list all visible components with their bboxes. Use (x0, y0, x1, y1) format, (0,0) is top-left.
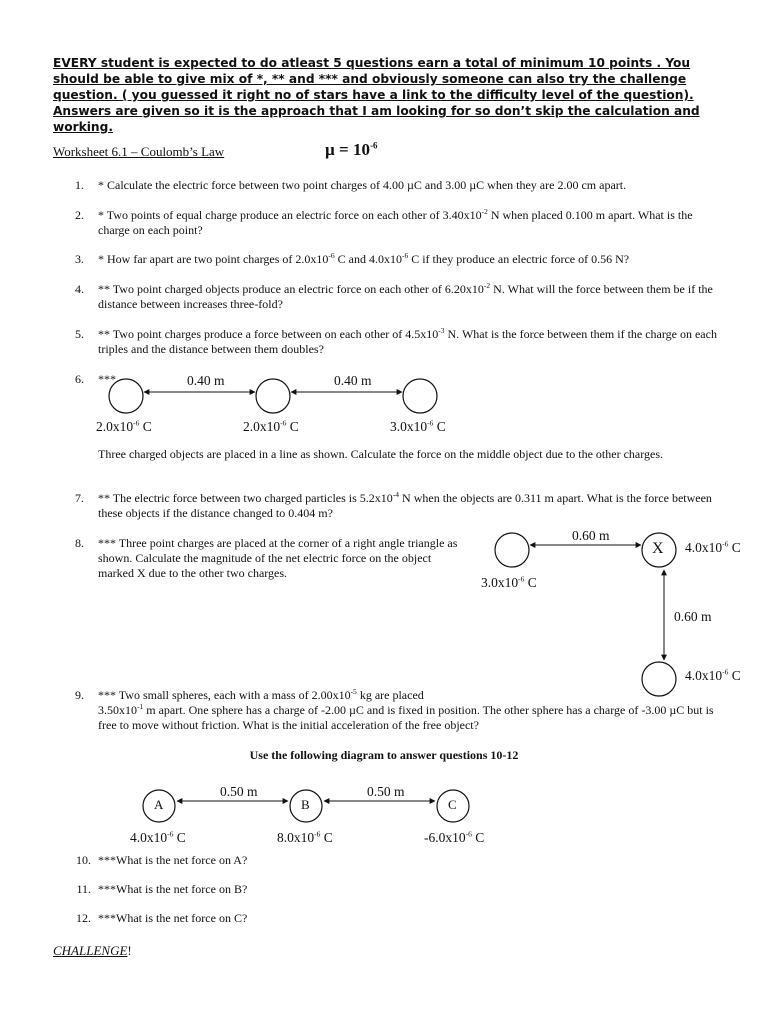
diagram-instruction: Use the following diagram to answer questions 10-12 (249, 748, 519, 762)
question-number: 9. (75, 688, 84, 702)
question-number: 5. (75, 327, 84, 341)
intro-instructions: EVERY student is expected to do atleast 5 questions earn a total of minimum 10 points . You should be able to give mix of *, ** and *** and obviously someone can also try the challenge question. ( you guessed it right no of stars have a link to the difficulty level of the question). Answers are given so it is the approach that I am looking for so don’t skip the calculation and working. (53, 56, 700, 134)
distance-label: 0.50 m (367, 784, 405, 799)
question-number: 11. (76, 882, 91, 896)
charge-label: $3.0x10^{-6}$ C (390, 418, 446, 434)
distance-label: 0.40 m (334, 373, 372, 388)
charge-label: $4.0x10^{-6}$ C (130, 829, 186, 845)
question-number: 1. (75, 178, 84, 192)
question-text: * Calculate the electric force between two point charges of 4.00 µC and 3.00 µC when they are 2.00 cm apart. (98, 178, 627, 192)
distance-label: 0.50 m (220, 784, 258, 799)
distance-label: 0.60 m (572, 528, 610, 543)
charge-circle (642, 662, 676, 696)
charge-label: $4.0x10^{-6}$ C (685, 667, 741, 683)
charge-label: $8.0x10^{-6}$ C (277, 829, 333, 845)
charge-circle (256, 379, 290, 413)
charge-name-b: B (301, 797, 310, 812)
question-text: ** The electric force between two charged particles is $5.2x10^{-4}$ N when the objects are 0.311 m apart. What is the force between these objects if the distance changed to 0.404 m? (98, 490, 712, 520)
question-number: 8. (75, 536, 84, 550)
charge-label: $3.0x10^{-6}$ C (481, 574, 537, 590)
question-number: 10. (76, 853, 91, 867)
worksheet-title: Worksheet 6.1 – Coulomb’s Law (53, 144, 225, 159)
distance-label: 0.40 m (187, 373, 225, 388)
charge-label: $2.0x10^{-6}$ C (96, 418, 152, 434)
question-number: 7. (75, 491, 84, 505)
charge-name-a: A (154, 797, 164, 812)
question-text: ** Two point charges produce a force between on each other of $4.5x10^{-3}$ N. What is the force between them if the charge on each triples and the distance between them doubles? (98, 326, 717, 356)
question-text: ***What is the net force on A? (98, 853, 248, 867)
charge-name-c: C (448, 797, 457, 812)
challenge-heading: CHALLENGE! (53, 943, 132, 958)
charge-x-label: X (652, 540, 664, 557)
charge-label: $4.0x10^{-6}$ C (685, 539, 741, 555)
question-number: 2. (75, 208, 84, 222)
charge-circle (495, 533, 529, 567)
distance-label: 0.60 m (674, 609, 712, 624)
question-number: 4. (75, 282, 84, 296)
question-text: * How far apart are two point charges of $2.0x10^{-6}$ C and $4.0x10^{-6}$ C if they produce an electric force of 0.56 N? (98, 251, 630, 266)
question-text: *** Three point charges are placed at the corner of a right angle triangle as shown. Calculate the magnitude of the net electric force on the object marked X due to the other two charges. (98, 536, 458, 580)
question-text: ***What is the net force on B? (98, 882, 248, 896)
question-stars: *** (98, 372, 116, 386)
question-text: *** Two small spheres, each with a mass of $2.00x10^{-5}$ kg are placed $3.50x10^{-1}$ m apart. One sphere has a charge of -2.00 µC and is fixed in position. The other sphere has a charge of -3.00 µC but is free to move without friction. What is the initial acceleration of the free object? (98, 687, 714, 732)
charge-label: $2.0x10^{-6}$ C (243, 418, 299, 434)
question-number: 12. (76, 911, 91, 925)
question-number: 6. (75, 372, 84, 386)
charge-label: $-6.0x10^{-6}$ C (424, 829, 485, 845)
charge-circle (109, 379, 143, 413)
question-text: ** Two point charged objects produce an electric force on each other of $6.20x10^{-2}$ N. What will the force between them be if the distance between increases three-fold? (98, 281, 713, 311)
micro-prefix-note: $\mu = 10^{-6}$ (325, 140, 378, 159)
question-text: * Two points of equal charge produce an electric force on each other of $3.40x10^{-2}$ N when placed 0.100 m apart. What is the charge on each point? (98, 207, 693, 237)
question-number: 3. (75, 252, 84, 266)
question-text: ***What is the net force on C? (98, 911, 248, 925)
question-caption: Three charged objects are placed in a line as shown. Calculate the force on the middle object due to the other charges. (98, 447, 664, 461)
charge-circle (403, 379, 437, 413)
